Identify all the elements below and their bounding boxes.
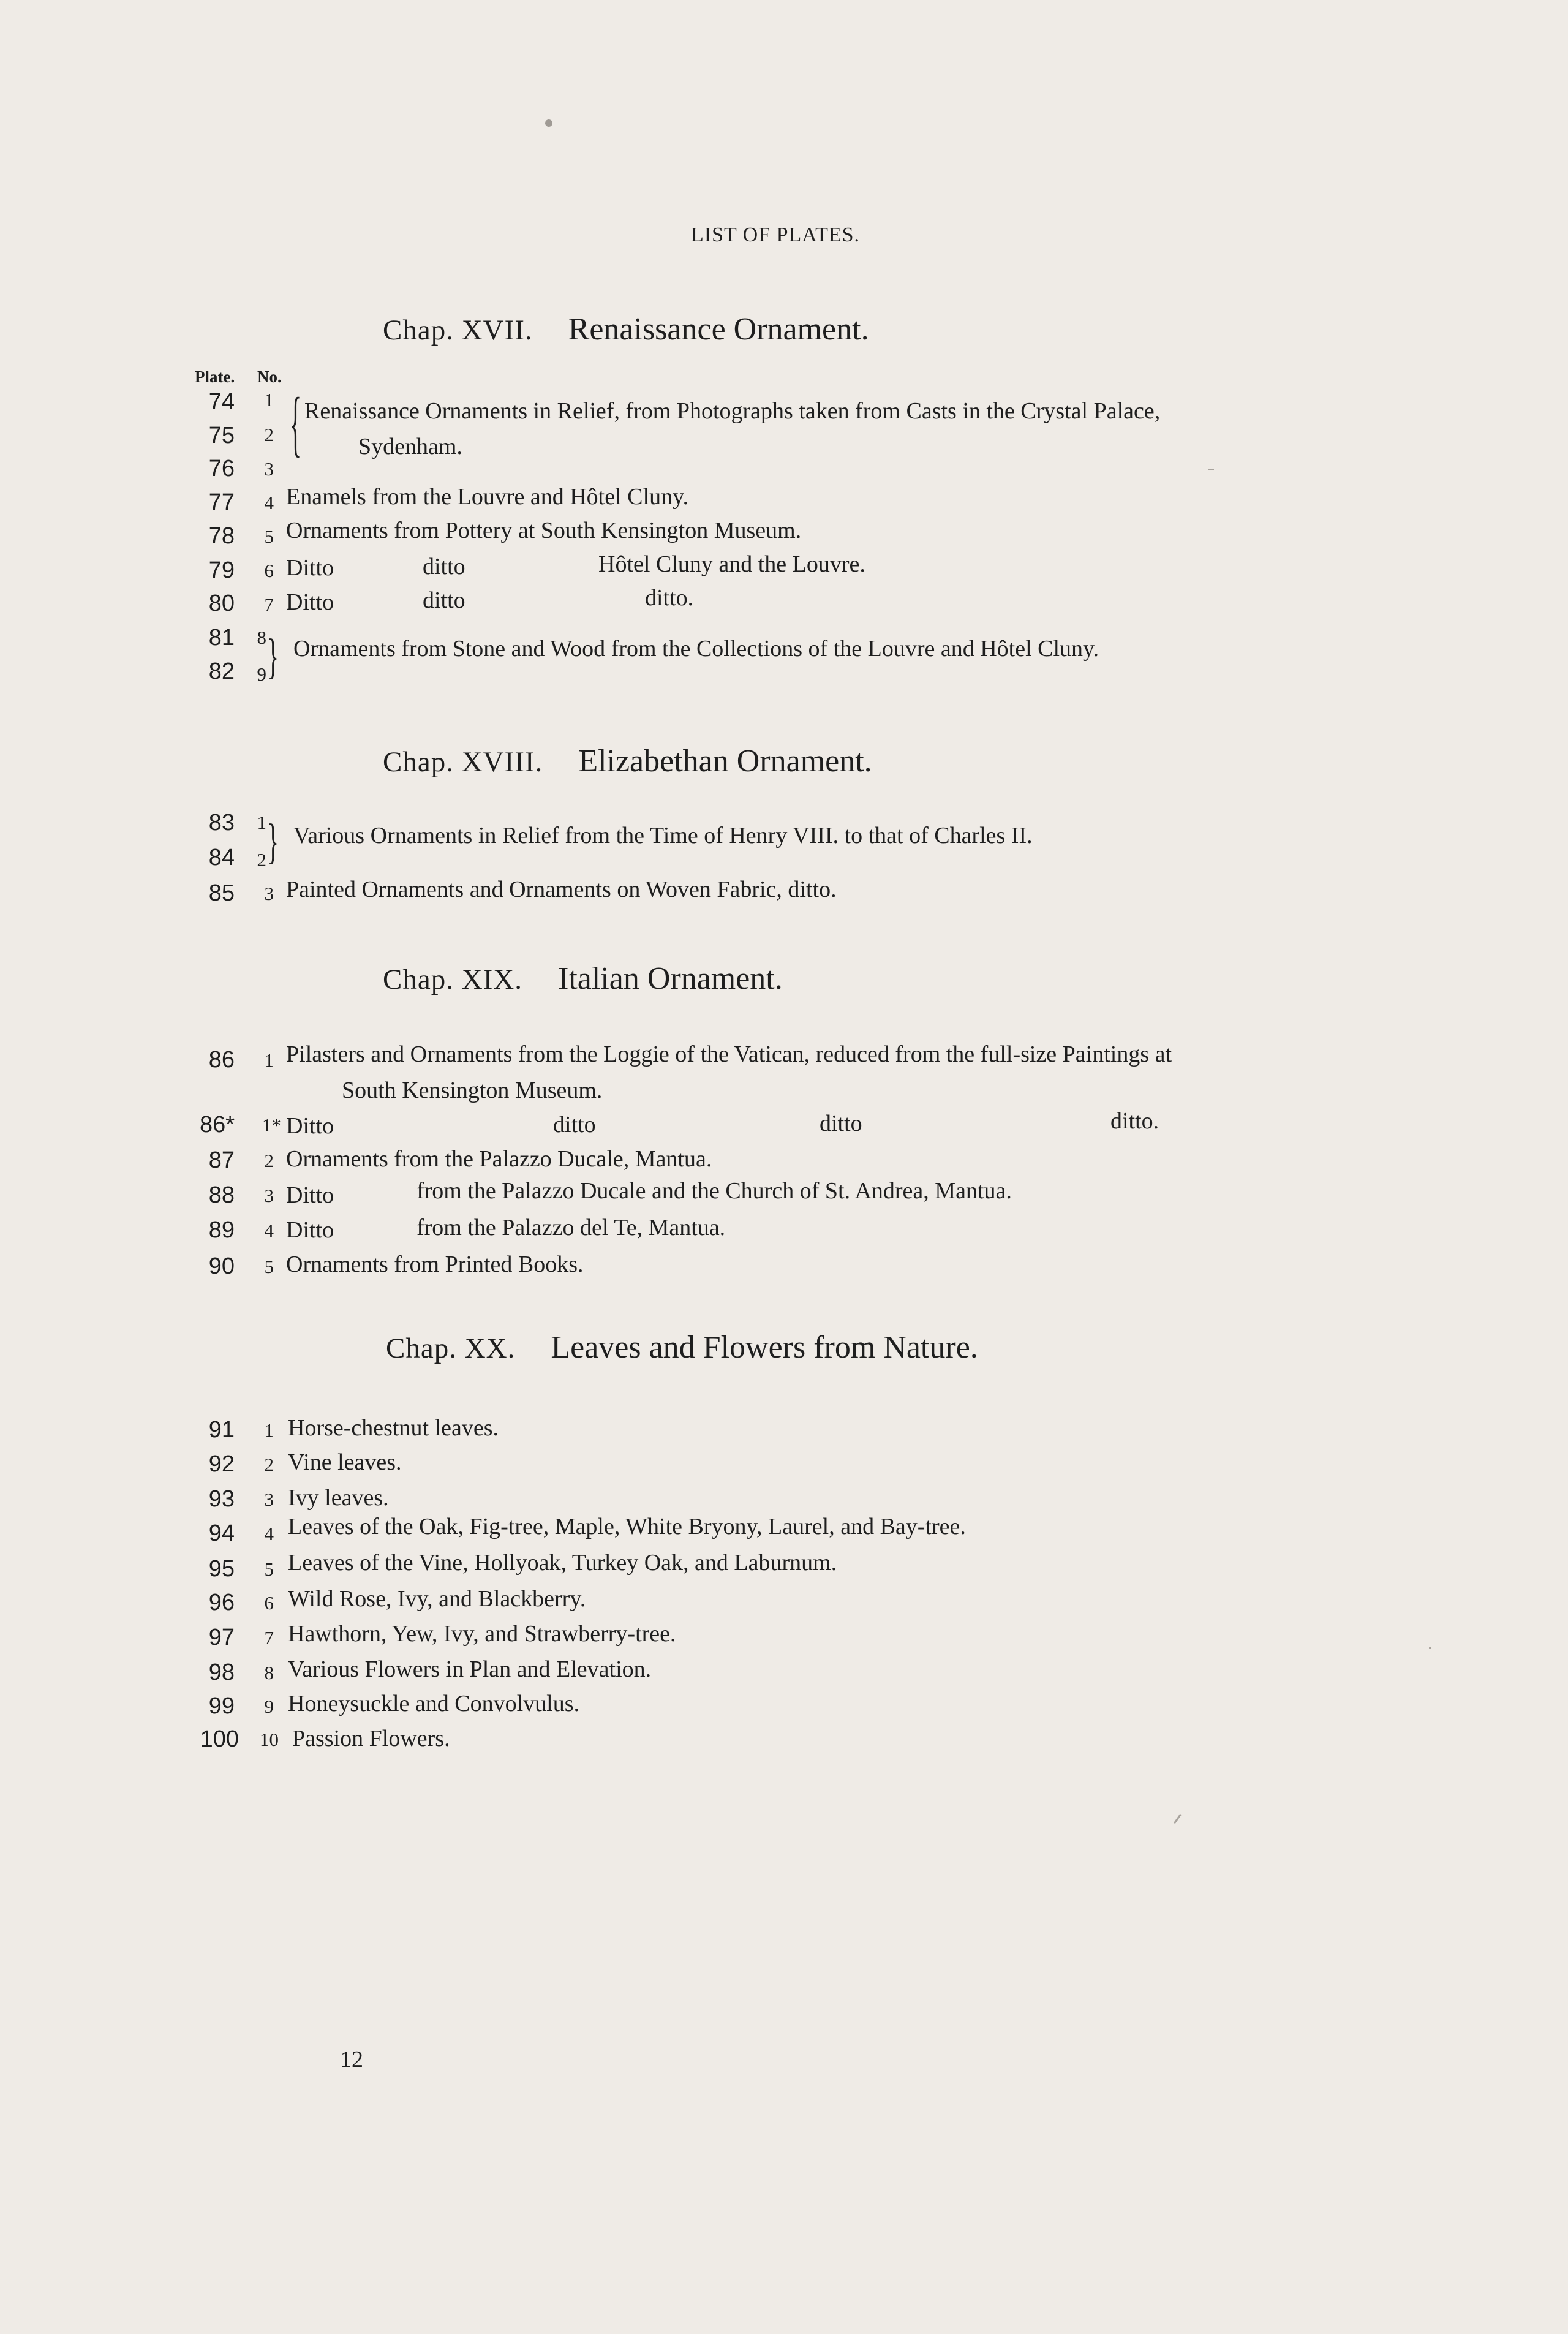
chapter-number: Chap. XX. (386, 1332, 516, 1364)
plate-number: 99 (208, 1693, 235, 1719)
entry-text: Leaves of the Oak, Fig-tree, Maple, White Bryony, Laurel, and Bay-tree. (288, 1514, 966, 1539)
entry-text: Various Flowers in Plan and Elevation. (288, 1656, 652, 1682)
plate-number: 100 (200, 1726, 239, 1752)
chapter-name: Renaissance Ornament. (568, 312, 869, 347)
plate-number: 91 (208, 1417, 235, 1443)
entry-number: 10 (260, 1729, 279, 1750)
plate-number: 96 (208, 1590, 235, 1615)
chapter-title (383, 961, 783, 997)
entry-number: 6 (264, 1592, 274, 1614)
entry-text: Ditto (286, 1113, 334, 1139)
entry-number: 1 (264, 1419, 274, 1441)
entry-text: Pilasters and Ornaments from the Loggie of the Vatican, reduced from the full-size Paintings at (286, 1041, 1172, 1067)
plate-number: 87 (208, 1147, 235, 1173)
ink-dot (545, 119, 552, 127)
plate-number: 88 (208, 1182, 235, 1208)
plate-number: 77 (208, 489, 235, 515)
entry-text: Ornaments from Stone and Wood from the Collections of the Louvre and Hôtel Cluny. (293, 636, 1099, 662)
plate-number: 89 (208, 1217, 235, 1243)
chapter-number: Chap. XVII. (383, 314, 533, 346)
chapter-title (383, 743, 872, 779)
plate-number: 84 (208, 845, 235, 871)
entry-text: Honeysuckle and Convolvulus. (288, 1691, 580, 1717)
entry-number: 1 (257, 812, 266, 833)
ditto-column: ditto. (645, 585, 694, 611)
page-header: LIST OF PLATES. (691, 224, 861, 246)
entry-number: 8 (257, 627, 266, 648)
entry-text: Ditto (286, 1182, 334, 1208)
entry-number: 1* (262, 1114, 281, 1136)
entry-text: Hawthorn, Yew, Ivy, and Strawberry-tree. (288, 1621, 676, 1647)
plate-number: 81 (208, 625, 235, 651)
paper-speck (1174, 1814, 1182, 1824)
entry-text: Painted Ornaments and Ornaments on Woven Fabric, ditto. (286, 877, 837, 902)
plate-number: 80 (208, 591, 235, 616)
plate-number: 82 (208, 659, 235, 684)
chapter-title (383, 311, 869, 347)
entry-number: 5 (264, 526, 274, 547)
ditto-column: ditto (423, 587, 466, 613)
plate-number: 83 (208, 810, 235, 836)
entry-text: Leaves of the Vine, Hollyoak, Turkey Oak, and Laburnum. (288, 1550, 837, 1576)
brace-bracket: } (267, 629, 279, 684)
entry-number: 3 (264, 1489, 274, 1510)
entry-number: 5 (264, 1256, 274, 1277)
plate-number: 90 (208, 1253, 235, 1279)
plate-number: 97 (208, 1625, 235, 1650)
plate-number: 95 (208, 1556, 235, 1582)
brace-bracket: } (267, 814, 279, 869)
entry-number: 4 (264, 1523, 274, 1544)
plate-number: 92 (208, 1451, 235, 1477)
entry-number: 9 (257, 663, 266, 685)
chapter-name: Leaves and Flowers from Nature. (551, 1330, 978, 1365)
plate-number: 79 (208, 557, 235, 583)
entry-text-continuation: Sydenham. (358, 434, 462, 459)
entry-text: Wild Rose, Ivy, and Blackberry. (288, 1586, 586, 1612)
entry-number: 2 (257, 849, 266, 871)
entry-number: 3 (264, 883, 274, 904)
plate-number: 86* (199, 1112, 235, 1138)
brace-bracket: { (290, 382, 302, 464)
ditto-column: ditto (553, 1112, 596, 1138)
plate-column-label: Plate. (195, 368, 235, 386)
entry-text: Renaissance Ornaments in Relief, from Photographs taken from Casts in the Crystal Palace, (304, 398, 1161, 424)
chapter-title (386, 1329, 978, 1365)
entry-text: Passion Flowers. (292, 1726, 450, 1751)
entry-number: 3 (264, 1185, 274, 1206)
entry-text-column: from the Palazzo del Te, Mantua. (417, 1215, 726, 1241)
entry-text: Ditto (286, 555, 334, 581)
plate-number: 76 (208, 456, 235, 482)
chapter-number: Chap. XVIII. (383, 746, 543, 778)
chapter-number: Chap. XIX. (383, 964, 522, 995)
entry-number: 9 (264, 1696, 274, 1717)
plate-number: 86 (208, 1047, 235, 1073)
entry-text: Various Ornaments in Relief from the Time of Henry VIII. to that of Charles II. (293, 823, 1033, 848)
entry-text: Ditto (286, 589, 334, 615)
paper-speck (1429, 1647, 1431, 1649)
paper-speck (1208, 469, 1214, 470)
plate-number: 98 (208, 1660, 235, 1685)
entry-number: 7 (264, 594, 274, 615)
entry-number: 2 (264, 424, 274, 445)
entry-text: Ivy leaves. (288, 1485, 389, 1511)
plate-number: 75 (208, 423, 235, 448)
plate-number: 78 (208, 523, 235, 549)
ditto-column: ditto (820, 1111, 862, 1136)
entry-text-continuation: South Kensington Museum. (342, 1078, 603, 1103)
entry-number: 1 (264, 1049, 274, 1071)
number-column-label: No. (257, 368, 282, 386)
entry-text: Horse-chestnut leaves. (288, 1415, 499, 1441)
entry-number: 7 (264, 1627, 274, 1649)
plate-number: 93 (208, 1486, 235, 1512)
plate-number: 85 (208, 880, 235, 906)
entry-number: 5 (264, 1558, 274, 1580)
entry-number: 6 (264, 560, 274, 581)
entry-text: Ornaments from Pottery at South Kensington Museum. (286, 518, 802, 543)
ditto-column: ditto (423, 554, 466, 580)
page-number: 12 (340, 2047, 363, 2072)
plate-number: 94 (208, 1520, 235, 1546)
entry-text: Ornaments from the Palazzo Ducale, Mantua. (286, 1146, 712, 1172)
entry-text-column: from the Palazzo Ducale and the Church of St. Andrea, Mantua. (417, 1178, 1012, 1204)
entry-text-column: Hôtel Cluny and the Louvre. (598, 551, 865, 577)
entry-number: 2 (264, 1150, 274, 1171)
chapter-name: Italian Ornament. (558, 961, 783, 996)
chapter-name: Elizabethan Ornament. (578, 744, 872, 779)
entry-number: 4 (264, 1220, 274, 1241)
entry-text: Enamels from the Louvre and Hôtel Cluny. (286, 484, 689, 510)
entry-text: Vine leaves. (288, 1449, 402, 1475)
ditto-column: ditto. (1110, 1108, 1159, 1134)
entry-number: 8 (264, 1662, 274, 1683)
entry-text: Ornaments from Printed Books. (286, 1252, 584, 1277)
entry-number: 4 (264, 492, 274, 513)
entry-number: 3 (264, 458, 274, 480)
entry-number: 2 (264, 1454, 274, 1475)
entry-number: 1 (264, 389, 274, 410)
entry-text: Ditto (286, 1217, 334, 1243)
plate-number: 74 (208, 389, 235, 415)
